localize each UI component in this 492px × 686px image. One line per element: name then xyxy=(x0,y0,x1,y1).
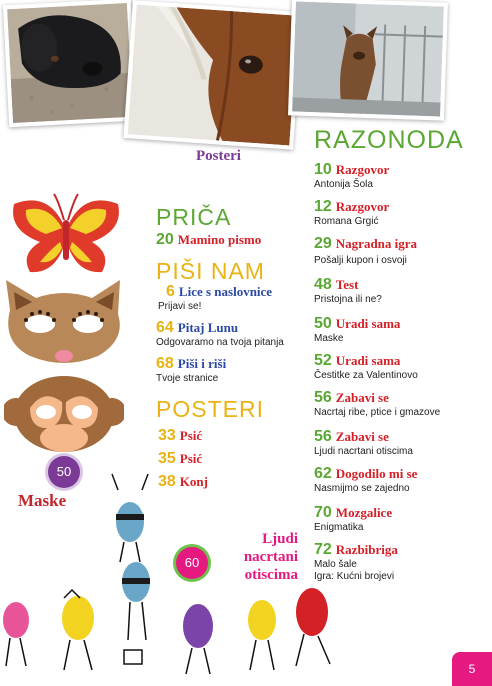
cat-mask-icon xyxy=(2,280,126,370)
toc-entry-razgovor-10[interactable] xyxy=(314,162,389,190)
toc-subtitle: Prijavi se! xyxy=(158,301,202,312)
toc-title: Razgovor xyxy=(335,162,390,177)
toc-page-number: 72 xyxy=(314,541,332,558)
toc-entry-pitaj-lunu[interactable] xyxy=(156,320,284,348)
toc-title: Konj xyxy=(179,474,208,489)
caption-ljudi-line-3: otiscima xyxy=(244,567,298,583)
toc-page-number: 48 xyxy=(314,276,332,293)
caption-maske: Maske xyxy=(18,491,67,510)
brown-dog-image xyxy=(292,1,444,116)
toc-page-number: 6 xyxy=(166,283,175,300)
toc-page-number: 64 xyxy=(156,319,174,336)
toc-subtitle-2: Igra: Kućni brojevi xyxy=(314,571,395,582)
monkey-mask-icon xyxy=(4,372,124,458)
toc-subtitle: Čestitke za Valentinovo xyxy=(314,370,418,381)
toc-entry-uradi-sama-52[interactable] xyxy=(314,353,418,381)
toc-subtitle: Nacrtaj ribe, ptice i gmazove xyxy=(314,407,441,418)
page-number: 5 xyxy=(468,662,476,676)
toc-title: Nagradna igra xyxy=(335,236,418,251)
toc-subtitle: Nasmijmo se zajedno xyxy=(314,483,410,494)
toc-title: Psić xyxy=(179,451,203,466)
toc-entry-lice-s-naslovnice[interactable] xyxy=(158,283,273,312)
toc-title: Uradi sama xyxy=(335,316,401,331)
page-number-tab xyxy=(452,652,492,686)
toc-page-number: 50 xyxy=(314,315,332,332)
toc-title: Piši i riši xyxy=(177,356,227,371)
toc-title: Test xyxy=(335,277,359,292)
section-title-pisi-nam: PIŠI NAM xyxy=(156,258,265,284)
photo-horse xyxy=(123,0,302,150)
caption-ljudi-line-1: Ljudi xyxy=(262,531,298,547)
toc-page-number: 70 xyxy=(314,504,332,521)
section-title-prica: PRIČA xyxy=(156,204,232,230)
toc-page-number: 56 xyxy=(314,389,332,406)
toc-entry-mamino-pismo[interactable] xyxy=(156,232,261,248)
toc-title: Razgovor xyxy=(335,199,390,214)
toc-page-number: 38 xyxy=(158,473,176,490)
toc-subtitle: Malo šale xyxy=(314,559,357,570)
toc-entry-zabavi-se-ljudi[interactable] xyxy=(314,429,413,457)
toc-subtitle: Tvoje stranice xyxy=(156,373,219,384)
section-title-razonoda: RAZONODA xyxy=(314,126,464,154)
toc-subtitle: Ljudi nacrtani otiscima xyxy=(314,446,413,457)
toc-title: Pitaj Lunu xyxy=(177,320,239,335)
toc-entry-nagradna-igra[interactable] xyxy=(314,236,417,266)
photo-brown-dog xyxy=(288,0,448,121)
toc-title: Mamino pismo xyxy=(177,232,262,247)
toc-subtitle: Pošalji kupon i osvoji xyxy=(314,255,407,266)
toc-subtitle: Romana Grgić xyxy=(314,216,379,227)
toc-subtitle: Odgovaramo na tvoja pitanja xyxy=(156,337,284,348)
photo-black-dog xyxy=(3,0,137,127)
toc-page-number: 10 xyxy=(314,161,332,178)
toc-title: Dogodilo mi se xyxy=(335,466,418,481)
toc-subtitle: Maske xyxy=(314,333,344,344)
toc-title: Psić xyxy=(179,428,203,443)
toc-title: Razbibriga xyxy=(335,542,398,557)
toc-entry-test[interactable] xyxy=(314,277,382,305)
toc-subtitle: Enigmatika xyxy=(314,522,364,533)
toc-entry-psic-35[interactable] xyxy=(158,451,202,467)
toc-page-number: 12 xyxy=(314,198,332,215)
toc-entry-pisi-i-risi[interactable] xyxy=(156,356,226,384)
toc-title: Lice s naslovnice xyxy=(178,284,273,299)
toc-subtitle: Antonija Šola xyxy=(314,179,373,190)
toc-title: Zabavi se xyxy=(335,429,389,444)
page-badge-maske-number: 50 xyxy=(56,464,72,479)
toc-entry-uradi-sama-50[interactable] xyxy=(314,316,400,344)
toc-page-number: 20 xyxy=(156,231,174,248)
toc-page-number: 29 xyxy=(314,235,332,252)
toc-page-number: 56 xyxy=(314,428,332,445)
toc-entry-razgovor-12[interactable] xyxy=(314,199,389,227)
toc-title: Uradi sama xyxy=(335,353,401,368)
toc-page-number: 52 xyxy=(314,352,332,369)
toc-page-number: 35 xyxy=(158,450,176,467)
toc-page-number: 62 xyxy=(314,465,332,482)
toc-page-number: 33 xyxy=(158,427,176,444)
toc-entry-psic-33[interactable] xyxy=(158,428,202,444)
toc-title: Mozgalice xyxy=(335,505,393,520)
horse-image xyxy=(128,5,299,146)
section-title-posteri: POSTERI xyxy=(156,396,264,422)
caption-ljudi-line-2: nacrtani xyxy=(243,549,298,565)
toc-page-number: 68 xyxy=(156,355,174,372)
black-dog-image xyxy=(7,3,133,123)
toc-entry-zabavi-se-ribe[interactable] xyxy=(314,390,440,418)
toc-title: Zabavi se xyxy=(335,390,389,405)
toc-subtitle: Pristojna ili ne? xyxy=(314,294,382,305)
butterfly-mask-icon xyxy=(10,190,122,276)
fingerprint-people-illustration xyxy=(0,470,340,686)
stacked-blue-figures-icon xyxy=(112,474,150,664)
caption-posteri: Posteri xyxy=(196,148,241,164)
page-badge-ljudi-number: 60 xyxy=(184,555,200,570)
